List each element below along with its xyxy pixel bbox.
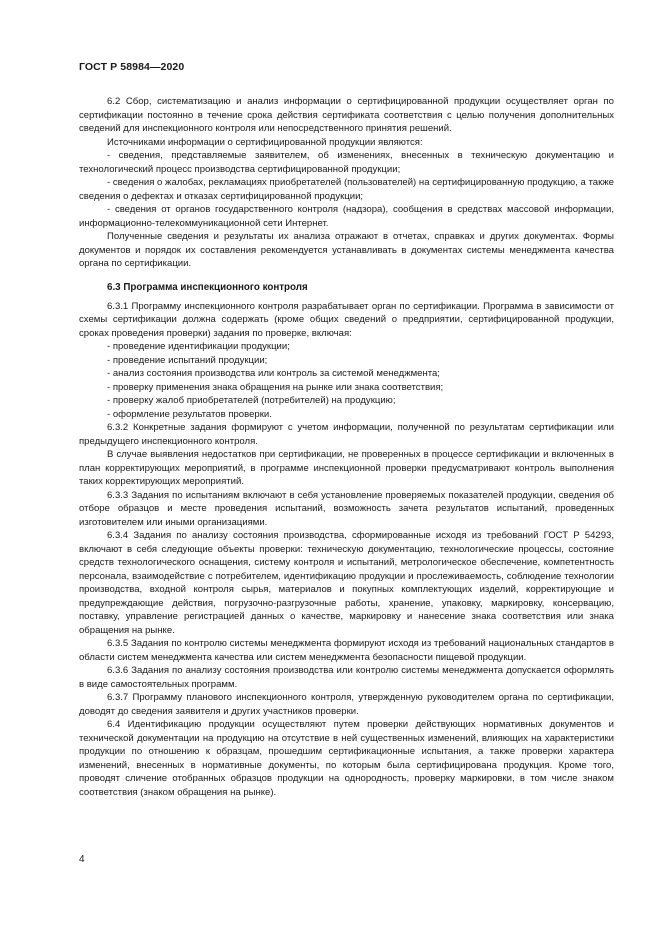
paragraph-6-3-3: 6.3.3 Задания по испытаниям включают в себя установление проверяемых показателей продукции, сведения об отборе образцов и месте проведения испытаний, возможность зачета результатов испытаний, проведенных изготовителем или иными организациями. [79,489,614,528]
list-item-authorities-info: - сведения от органов государственного контроля (надзора), сообщения в средствах массовой информации, информационно-телекоммуникационной сети Интернет. [79,204,614,229]
paragraph-6-3-6: 6.3.6 Задания по анализу состояния производства или контролю системы менеджмента допускается оформлять в виде самостоятельных программ. [79,665,614,690]
paragraph-6-3-4: 6.3.4 Задания по анализу состояния производства, сформированные исходя из требований ГОСТ Р 54293, включают в себя следующие объекты проверки: техническую документацию, технологические процессы, состояние средств технологического оснащения, систему контроля и испытаний, метрологическое обеспечение, компетентность персонала, взаимодействие с потребителем, идентификацию продукции и прослеживаемость, соблюдение технологии производства, входной контроля сырья, материалов и покупных комплектующих изделий, корректирующие и предупреждающие действия, погрузочно-разгрузочные работы, хранение, упаковку, маркировку, консервацию, поставку, управление регистрацией данных о качестве, маркировку и нанесение знака соответствия или знака обращения на рынке. [79,530,614,636]
paragraph-6-3-1: 6.3.1 Программу инспекционного контроля разрабатывает орган по сертификации. Программа в зависимости от схемы сертификации должна содержать (кроме общих сведений о предприятии, сертифицированной продукции, сроках проведения проверки) задания по проверке, включая: [79,300,614,339]
paragraph-6-3-5: 6.3.5 Задания по контролю системы менеджмента формируют исходя из требований национальных стандартов в области систем менеджмента качества или систем менеджмента безопасности пищевой продукции. [79,638,614,663]
list-item-mark-check: - проверку применения знака обращения на рынке или знака соответствия; [107,381,444,393]
list-item-complaint-check: - проверку жалоб приобретателей (потребителей) на продукцию; [107,395,396,406]
list-item-testing: - проведение испытаний продукции; [107,354,268,366]
list-item-identification: - проведение идентификации продукции; [107,341,290,352]
document-id-header: ГОСТ Р 58984—2020 [79,61,185,73]
paragraph-6-4: 6.4 Идентификацию продукции осуществляют путем проверки действующих нормативных документов и технической документации на продукцию на отсутствие в ней существенных изменений, влияющих на характеристики продукции по отношению к образцам, прошедшим сертификационные испытания, а также проверки характера изменений, внесенных в нормативные документы, по которым была сертифицирована продукция. Кроме того, проводят сличение отобранных образцов продукции на однородность, проверку маркировки, в том числе знаком соответствия (знаком обращения на рынке). [79,719,614,798]
list-item-results: - оформление результатов проверки. [107,408,272,420]
page-number: 4 [79,854,85,865]
paragraph-deficiencies: В случае выявления недостатков при сертификации, не проверенных в процессе сертификации и включенных в план корректирующих мероприятий, в программе инспекционной проверки предусматривают контроль выполнения таких корректирующих мероприятий. [79,449,614,487]
list-item-production-analysis: - анализ состояния производства или контроль за системой менеджмента; [107,368,440,379]
paragraph-reports: Полученные сведения и результаты их анализа отражают в отчетах, справках и других документах. Формы документов и порядок их составления рекомендуется устанавливать в документах системы менеджмента качества органа по сертификации. [79,231,614,269]
paragraph-6-2: 6.2 Сбор, систематизацию и анализ информации о сертифицированной продукции осуществляет орган по сертификации постоянно в течение срока действия сертификата соответствия с целью получения дополнительных сведений для инспекционного контроля или непосредственного принятия решений. [79,96,614,134]
paragraph-6-3-2: 6.3.2 Конкретные задания формируют с учетом информации, полученной по результатам сертификации или предыдущего инспекционного контроля. [79,422,614,447]
paragraph-6-3-7: 6.3.7 Программу планового инспекционного контроля, утвержденную руководителем органа по сертификации, доводят до сведения заявителя и других участников проверки. [79,692,614,717]
section-heading-6-3: 6.3 Программа инспекционного контроля [107,281,308,293]
document-body [79,95,614,799]
paragraph-sources-intro: Источниками информации о сертифицированной продукции являются: [107,136,423,148]
list-item-applicant-info: - сведения, представляемые заявителем, об изменениях, внесенных в техническую документацию и технологический процесс производства сертифицированной продукции; [79,150,614,175]
list-item-complaints-info: - сведения о жалобах, рекламациях приобретателей (пользователей) на сертифицированную продукцию, а также сведения о дефектах и отказах сертифицированной продукции; [79,177,614,202]
